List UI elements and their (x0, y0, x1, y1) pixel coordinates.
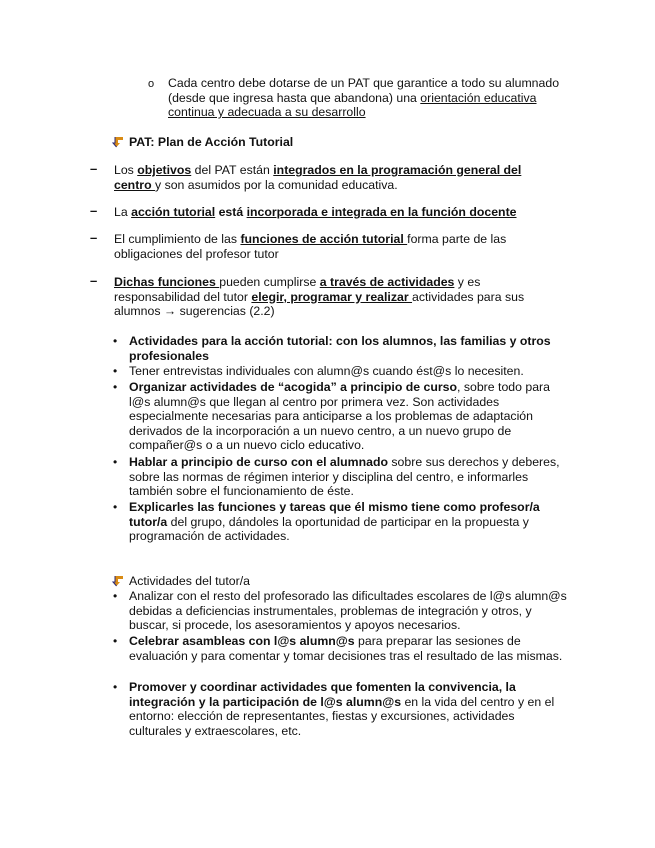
dash-marker: – (90, 203, 98, 218)
dash-item-dichas-funciones: Dichas funciones pueden cumplirse a través de actividades y es responsabilidad del tutor elegir, programar y realizar actividades para sus alumnos → sugerencias (2.2) (114, 275, 525, 319)
bullet-marker: • (113, 680, 118, 694)
dash-item-accion-tutorial: La acción tutorial está incorporada e integrada en la función docente (114, 205, 517, 219)
bullet-item: Promover y coordinar actividades que fomenten la convivencia, la integración y la participación de l@s alumn@s en la vida del centro y en el entorno: elección de representantes, fiestas y excursiones, actividades culturales y extraescolares, etc. (129, 680, 555, 738)
dash-item-objetivos: Los objetivos del PAT están integrados en la programación general del centro y son asumidos por la comunidad educativa. (114, 163, 522, 192)
dash-marker: – (90, 230, 98, 245)
bullet-item: Actividades para la acción tutorial: con los alumnos, las familias y otros profesionales (129, 334, 551, 363)
bullet-item: Hablar a principio de curso con el alumnado sobre sus derechos y deberes, sobre las normas de régimen interior y disciplina del centro, e informarles también sobre el funcionamiento de éste. (129, 455, 560, 499)
dash-item-funciones: El cumplimiento de las funciones de acción tutorial forma parte de las obligaciones del profesor tutor (114, 232, 507, 261)
arrow-down-right-icon (112, 136, 124, 148)
bullet-marker: • (113, 455, 118, 469)
bullet-item: Celebrar asambleas con l@s alumn@s para preparar las sesiones de evaluación y para comentar y tomar decisiones tras el resultado de las mismas. (129, 634, 563, 663)
heading-actividades-tutor: Actividades del tutor/a (129, 574, 250, 588)
bullet-marker: • (113, 634, 118, 648)
bullet-marker: • (113, 364, 118, 378)
bullet-item: Organizar actividades de “acogida” a principio de curso, sobre todo para l@s alumn@s que llegan al centro por primera vez. Son actividades especialmente necesarias para anticiparse a los problemas de adaptación derivados de la incorporación a un nuevo centro, a un nuevo grupo de compañer@s o a un nuevo ciclo educativo. (129, 380, 550, 453)
bullet-marker: • (113, 380, 118, 394)
dash-marker: – (90, 161, 98, 176)
bullet-marker: • (113, 500, 118, 514)
bullet-item: Explicarles las funciones y tareas que él mismo tiene como profesor/a tutor/a del grupo, dándoles la oportunidad de participar en la propuesta y programación de actividades. (129, 500, 540, 544)
heading-pat: PAT: Plan de Acción Tutorial (129, 135, 294, 149)
list-marker-o: o (148, 78, 155, 90)
bullet-item: Tener entrevistas individuales con alumn@s cuando ést@s lo necesiten. (129, 364, 524, 378)
arrow-down-right-icon (112, 575, 124, 587)
dash-marker: – (90, 273, 98, 288)
paragraph-pat-requirement: Cada centro debe dotarse de un PAT que garantice a todo su alumnado (desde que ingresa hasta que abandona) una orientación educativa continua y adecuada a su desarrollo (168, 76, 560, 120)
bullet-item: Analizar con el resto del profesorado las dificultades escolares de l@s alumn@s debidas a deficiencias instrumentales, problemas de integración y otros, y buscar, si procede, los asesoramientos y apoyos necesarios. (129, 589, 567, 633)
bullet-marker: • (113, 589, 118, 603)
bullet-marker: • (113, 334, 118, 348)
